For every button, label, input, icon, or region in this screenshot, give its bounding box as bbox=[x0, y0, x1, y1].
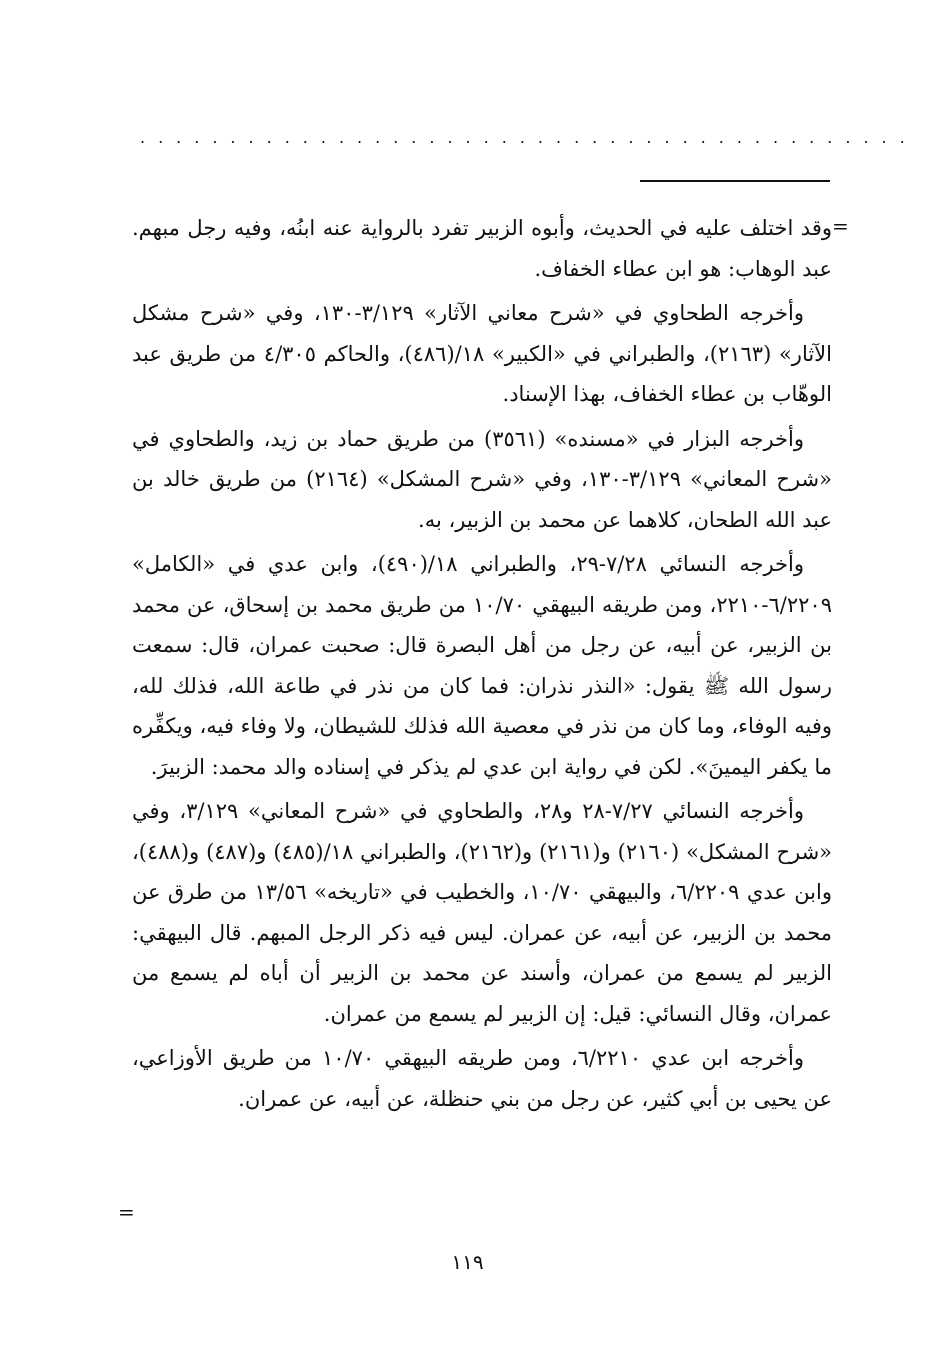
paragraph-6: وأخرجه ابن عدي ٦/٢٢١٠، ومن طريقه البيهقي ١٠/٧٠ من طريق الأوزاعي، عن يحيى بن أبي كثير، عن رجل من بني حنظلة، عن أبيه، عن عمران. bbox=[132, 1046, 832, 1111]
paragraph-1: وقد اختلف عليه في الحديث، وأبوه الزبير تفرد بالرواية عنه ابنُه، وفيه رجل مبهم. عبد الوهاب: هو ابن عطاء الخفاف. bbox=[132, 216, 832, 281]
paragraph-3: وأخرجه البزار في «مسنده» (٣٥٦١) من طريق حماد بن زيد، والطحاوي في «شرح المعاني» ٣/١٢٩-١٣٠، وفي «شرح المشكل» (٢١٦٤) من طريق خالد بن عبد الله الطحان، كلاهما عن محمد بن الزبير، به. bbox=[132, 426, 832, 532]
continuation-marker-bottom: = bbox=[118, 1200, 135, 1224]
paragraph-2: وأخرجه الطحاوي في «شرح معاني الآثار» ٣/١٢٩-١٣٠، وفي «شرح مشكل الآثار» (٢١٦٣)، والطبراني في «الكبير» ١٨/(٤٨٦)، والحاكم ٤/٣٠٥ من طريق عبد الوهّاب بن عطاء الخفاف، بهذا الإسناد. bbox=[132, 301, 832, 406]
continuation-marker-top: = bbox=[832, 214, 849, 238]
separator-dots: ........................................... bbox=[140, 128, 918, 147]
page-number: ١١٩ bbox=[451, 1250, 484, 1274]
paragraph-4: وأخرجه النسائي ٧/٢٨-٢٩، والطبراني ١٨/(٤٩٠)، وابن عدي في «الكامل» ٦/٢٢٠٩-٢٢١٠، ومن طريقه البيهقي ١٠/٧٠ من طريق محمد بن إسحاق، عن محمد بن الزبير، عن أبيه، عن رجل من أهل البصرة قال: صحبت عمران، قال: سمعت رسول الله ﷺ يقول: «النذر نذران: فما كان من نذر في طاعة الله، فذلك لله، وفيه الوفاء، وما كان من نذر في معصية الله فذلك للشيطان، ولا وفاء فيه، ويكفِّره ما يكفر اليمينَ». لكن في رواية ابن عدي لم يذكر في إسناده والد محمد: الزبيرَ. bbox=[132, 552, 832, 779]
footnote-text bbox=[132, 208, 832, 1123]
paragraph-5: وأخرجه النسائي ٧/٢٧-٢٨ و٢٨، والطحاوي في «شرح المعاني» ٣/١٢٩، وفي «شرح المشكل» (٢١٦٠) و(٢١٦١) و(٢١٦٢)، والطبراني ١٨/(٤٨٥) و(٤٨٧) و(٤٨٨)، وابن عدي ٦/٢٢٠٩، والبيهقي ١٠/٧٠، والخطيب في «تاريخه» ١٣/٥٦ من طرق عن محمد بن الزبير، عن أبيه، عن عمران. ليس فيه ذكر الرجل المبهم. قال البيهقي: الزبير لم يسمع من عمران، وأسند عن محمد بن الزبير أن أباه لم يسمع من عمران، وقال النسائي: قيل: إن الزبير لم يسمع من عمران. bbox=[132, 799, 833, 1026]
footnote-rule bbox=[640, 180, 830, 182]
